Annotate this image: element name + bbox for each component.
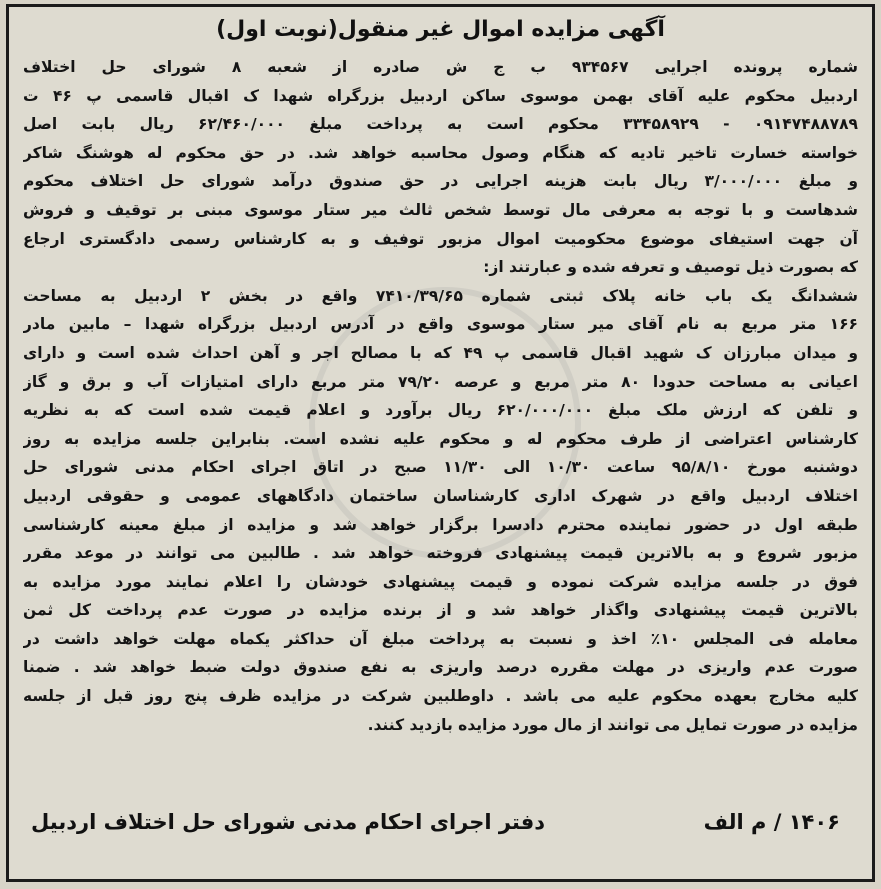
notice-line: که بصورت ذیل توصیف و تعرفه شده و عبارتند از: <box>483 258 858 277</box>
notice-line: و مبلغ ۳/۰۰۰/۰۰۰ ریال بابت هزینه اجرایی در حق صندوق درآمد شورای حل اختلاف محکوم <box>23 172 858 191</box>
notice-line: مزایده در صورت تمایل می توانند از مال مورد مزایده بازدید کنند. <box>367 715 858 734</box>
reference-number: ۱۴۰۶ / م الف <box>703 810 840 834</box>
notice-line: کلیه مخارج بعهده محکوم علیه می باشد . داوطلبین شرکت در مزایده ظرف پنج روز قبل از جلسه <box>23 687 858 706</box>
notice-line: مزبور شروع و به بالاترین قیمت پیشنهادی فروخته خواهد شد . طالبین می توانند در موعد مقرر <box>23 544 858 563</box>
notice-line: معامله فی المجلس ۱۰٪ اخذ و نسبت به پرداخت مبلغ آن حداکثر یکماه مهلت خواهد داشت در <box>23 629 858 648</box>
notice-line: ۱۶۶ متر مربع به نام آقای میر ستار موسوی واقع در آدرس اردبیل بزرگراه شهدا – مابین مادر <box>23 315 858 334</box>
notice-footer <box>31 805 850 839</box>
notice-line: ۰۹۱۴۷۴۸۸۷۸۹ - ۳۳۴۵۸۹۲۹ محکوم است به پرداخت مبلغ ۶۲/۴۶۰/۰۰۰ ریال بابت اصل <box>23 115 858 134</box>
notice-line: بالاترین قیمت پیشنهادی واگذار خواهد شد و از برنده مزایده در صورت عدم پرداخت کل ثمن <box>23 601 858 620</box>
notice-line: خواسته خسارت تاخیر تادیه که هنگام وصول محاسبه خواهد شد. در حق محکوم له هوشنگ شاکر <box>23 143 858 162</box>
notice-line: ششدانگ یک باب خانه پلاک ثبتی شماره ۷۴۱۰/۳۹/۶۵ واقع در بخش ۲ اردبیل به مساحت <box>23 286 858 305</box>
notice-line: شدهاست و با توجه به معرفی مال توسط شخص ثالث میر ستار موسوی مبنی بر توقیف و فروش <box>23 200 858 219</box>
notice-line: فوق در جلسه مزایده شرکت نموده و قیمت پیشنهادی خودشان را اعلام نمایند مورد مزایده به <box>23 572 858 591</box>
notice-title: آگهی مزایده اموال غیر منقول(نوبت اول) <box>216 17 665 42</box>
notice-line: دوشنبه مورخ ۹۵/۸/۱۰ ساعت ۱۰/۳۰ الی ۱۱/۳۰ صبح در اتاق اجرای احکام مدنی شورای حل <box>23 458 858 477</box>
notice-line: کارشناس اعتراضی از طرف محکوم له و محکوم علیه نشده است. بنابراین جلسه مزایده به روز <box>23 429 858 448</box>
notice-body <box>23 53 858 739</box>
notice-line: اردبیل محکوم علیه آقای بهمن موسوی ساکن اردبیل بزرگراه شهدا ک اقبال قاسمی پ ۴۶ ت <box>23 86 858 105</box>
notice-line: آن جهت استیفای موضوع محکومیت اموال مزبور توفیف و به کارشناس رسمی دادگستری ارجاع <box>23 229 858 248</box>
notice-line: و میدان مبارزان ک شهید اقبال قاسمی پ ۴۹ که با مصالح اجر و آهن احداث شده است و دارای <box>23 343 858 362</box>
notice-line: شماره پرونده اجرایی ۹۳۴۵۶۷ ب ج ش صادره از شعبه ۸ شورای حل اختلاف <box>23 58 858 76</box>
notice-line: و تلفن که ارزش ملک مبلغ ۶۲۰/۰۰۰/۰۰۰ ریال برآورد و اعلام قیمت شده است که به نظریه <box>23 401 858 420</box>
notice-frame <box>6 4 875 882</box>
notice-line: اختلاف اردبیل واقع در شهرک اداری کارشناسان ساختمان دادگاههای عمومی و حقوقی اردبیل <box>23 486 858 505</box>
notice-line: صورت عدم واریزی در مهلت مقرره درصد واریزی به نفع صندوق دولت ضبط خواهد شد . ضمنا <box>23 658 858 677</box>
notice-line: اعیانی به مساحت حدودا ۸۰ متر مربع و عرصه ۷۹/۲۰ متر مربع دارای امتیازات آب و برق و گاز <box>23 372 858 391</box>
notice-line: طبقه اول در حضور نماینده محترم دادسرا برگزار خواهد شد و مزایده از مبلغ معینه کارشناسی <box>23 515 858 534</box>
issuing-office: دفتر اجرای احکام مدنی شورای حل اختلاف اردبیل <box>31 810 546 834</box>
